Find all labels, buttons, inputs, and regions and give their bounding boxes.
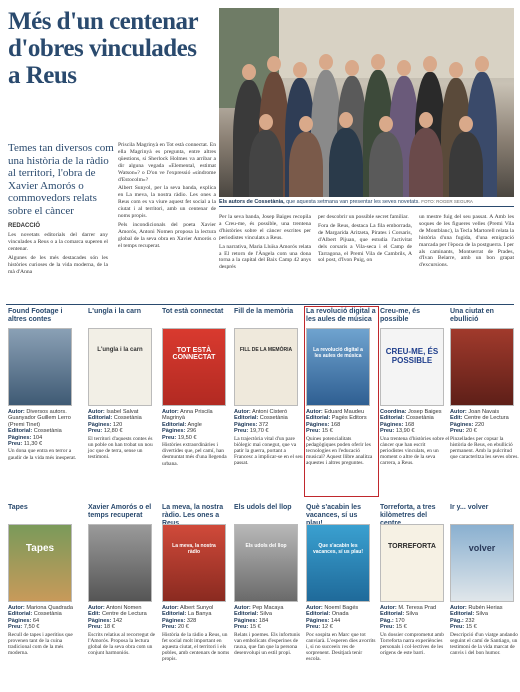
photo-person	[289, 132, 323, 197]
article-column-3	[219, 214, 311, 273]
book-info	[380, 605, 450, 631]
book-info-label: Editorial:	[8, 611, 33, 618]
book-info-label: Pàg.:	[450, 617, 464, 624]
book-card	[306, 504, 376, 663]
book-description: Relats i poemes. Els infortunis van embolicats d'esperines de rauxa, que fan que la persona desenvolupi un estil propi.	[234, 631, 301, 657]
book-cover	[162, 328, 226, 406]
book-info-label: Edit:	[450, 415, 463, 422]
book-info-label: Pàg.:	[380, 617, 394, 624]
book-info-value: Antoni Nomen	[104, 605, 142, 611]
book-info-value: Angle	[186, 421, 202, 428]
book-cover	[8, 524, 72, 602]
book-info-value: 15 €	[248, 624, 261, 631]
book-cover-text: La meva, la nostra ràdio	[172, 543, 216, 555]
book-title: Fill de la memòria	[234, 308, 294, 315]
article-paragraph: Algunes de les més destacades són les històries curioses de la vida moderna, de la mà d'Anna	[8, 254, 108, 275]
article-column-2	[118, 142, 216, 252]
book-description: Una trentena d'històries sobre el càncer que han escrit periodistes vinculats, en un moment o altre de la seva carrera, a Reus.	[380, 435, 450, 467]
book-info-label: Editorial:	[380, 611, 405, 618]
book-info-label: Pàgines:	[8, 434, 32, 441]
book-card	[450, 504, 520, 656]
book-info-value: Josep Baiges	[406, 409, 442, 415]
book-description: La trajectòria vital d'un pare biòlegic mai conegut, que va patir la guerra, portant a Francesc a implicar-se en el seu passat.	[234, 435, 303, 467]
book-cover	[88, 524, 152, 602]
book-info-label: Preu:	[88, 428, 103, 435]
book-info-value: 168	[329, 421, 341, 428]
photo-person	[449, 132, 483, 197]
book-cover	[234, 328, 298, 406]
book-info-label: Autor:	[162, 409, 179, 415]
book-info-label: Preu:	[450, 428, 465, 435]
book-description: Un dossier comprometut amb Torreforta narra experiències personals i col·lectives de les orígens de este barri.	[380, 631, 444, 657]
book-info	[8, 605, 78, 631]
book-description: Recull de tapes i aperitius que provenen tant de la cuina tradicional com de la més moderna.	[8, 631, 73, 657]
newspaper-page	[6, 4, 519, 688]
article-paragraph: La narrativa, Maria Lluïsa Amorós relata a El retorn de l'Àngela com una dona torna a la capital del Baix Camp 42 anys després	[219, 243, 311, 271]
photo-caption	[219, 199, 514, 207]
book-cover	[162, 524, 226, 602]
book-description: Poc sospita en Marc que tot canviarà. L'esperen dies avorrits i, si no succeeix res de sorprenent. Desitjarà tenir escola.	[306, 631, 376, 663]
book-cover	[8, 328, 72, 406]
photo-person-head	[449, 62, 463, 78]
book-info-value: 19,50 €	[176, 434, 197, 441]
book-info-label: Editorial:	[8, 428, 33, 435]
book-info-line	[380, 428, 450, 434]
photo-person-head	[345, 60, 359, 76]
book-info-value: 220	[473, 421, 485, 428]
book-info-line	[8, 624, 78, 630]
book-cover-text: volver	[468, 543, 496, 553]
group-photo	[219, 8, 514, 197]
book-info-label: Pàgines:	[234, 421, 258, 428]
book-card	[8, 308, 78, 461]
book-card	[8, 504, 78, 656]
book-info-line	[234, 428, 304, 434]
book-title: La revolució digital a les aules de música	[306, 308, 376, 323]
book-info-line	[306, 624, 376, 630]
book-info-value: Onada	[330, 611, 349, 618]
book-title: La meva, la nostra ràdio. Les ones a	[162, 504, 224, 519]
photo-person-head	[397, 60, 411, 76]
book-info-value: Silva	[404, 611, 418, 618]
book-info-value: Noemí Bagés	[322, 605, 359, 611]
book-info-label: Editorial:	[380, 415, 405, 422]
photo-person	[249, 130, 283, 197]
book-info-label: Pàgines:	[450, 421, 474, 428]
book-description: Descripció d'un viatge andando seguint el camí de Santiago, un testimoni de la vida marcat de canvis i del bon humor.	[450, 631, 518, 657]
article-paragraph: Albert Sunyol, per la seva banda, explica en La meva, la nostra ràdio. Les ones a Reus com es va viure aquest fet social a la ciutat i al territori, amb un centenar de noms propis.	[118, 185, 216, 220]
photo-person-head	[267, 56, 281, 72]
book-info-value: 142	[111, 617, 123, 624]
book-info	[450, 409, 520, 435]
photo-caption-text: que aquesta setmana van presentar les seves novetats.	[286, 199, 420, 205]
book-info-label: Autor:	[8, 605, 25, 611]
book-info-value: 120	[111, 421, 123, 428]
article-paragraph: Per la seva banda, Josep Baiges recopila a Creu-me, és possible, una trentena d'històries sobre el càncer escrites per periodistes vinculats a Reus.	[219, 214, 311, 241]
article-paragraph: un mestre fuig del seu passat. A Amb les soques de les figueres velles (Premi Vila de Montblanc), la Tecla Martorell relata la història d'una fugida, d'una emigració marcada per l'època de la postguerra. I per als caminants, Montserrat de Prades, d'Ivan Belarre, amb un bon grapat d'excursions.	[419, 214, 514, 269]
book-cover	[234, 524, 298, 602]
book-info-value: Centre de Lectura	[100, 611, 147, 618]
book-info-value: Silva	[258, 611, 272, 618]
book-description: El territori d'aquests contes és un poble on han trobat un nou joc que de terra, sense un testimoni.	[88, 435, 153, 461]
book-info-line	[88, 624, 158, 630]
book-info-value: Anna Priscila Magrinyà	[162, 409, 213, 422]
photo-person-head	[423, 56, 437, 72]
book-info-label: Preu:	[380, 624, 395, 631]
book-info-line	[450, 624, 520, 630]
book-info-label: Preu:	[162, 434, 177, 441]
book-info-label: Preu:	[450, 624, 465, 631]
photo-person-head	[293, 62, 307, 78]
book-info-label: Preu:	[162, 624, 177, 631]
photo-person	[409, 128, 443, 197]
book-description: Quines potencialitats pedagògiques poden oferir les tecnologies en l'educació musical? Aquest llibre analitza aquestes i altres preguntes.	[306, 435, 373, 467]
book-info-label: Autor:	[306, 409, 323, 415]
article-column-4	[318, 214, 412, 266]
book-info-label: Autor:	[234, 605, 251, 611]
book-title: Què s'acabin les vacances, sí us	[306, 504, 361, 519]
book-info-line	[162, 409, 232, 422]
book-description: Un dona que entra en terror a gaudir de la vida més inesperat.	[8, 448, 77, 461]
book-info-value: Silva	[474, 611, 488, 618]
book-cover-text: L'ungla i la carn	[97, 347, 143, 353]
book-info	[306, 605, 376, 631]
book-info-label: Preu:	[306, 428, 321, 435]
book-title: Els udols del llop	[234, 504, 292, 511]
book-info-label: Preu:	[380, 428, 395, 435]
article-paragraph: Pels incondicionals del poeta Xavier Amorós, Antoni Nomen proposa la lectura global de la seva obra en Xavier Amorós o el temps recuperat.	[118, 221, 216, 249]
book-info-label: Pàgines:	[88, 421, 112, 428]
book-title: Creu-me, és possible	[380, 308, 421, 323]
book-info	[162, 605, 232, 631]
book-title: Torreforta, a tres kilòmetres del	[380, 504, 436, 519]
book-description: Històries extraordinàries i divertides que, pel camí, han desmuntat més d'una llegenda urbana.	[162, 442, 227, 467]
book-info-label: Autor:	[8, 409, 25, 415]
highlighted-book-frame	[304, 306, 379, 497]
book-info-value: 20 €	[176, 624, 189, 631]
book-cover	[450, 524, 514, 602]
book-cover	[380, 524, 444, 602]
book-title: Tapes	[8, 504, 28, 511]
book-info-value: Albert Sunyol	[178, 605, 214, 611]
photo-person-head	[319, 54, 333, 70]
book-info-label: Preu:	[234, 428, 249, 435]
book-card	[162, 504, 232, 663]
book-info-value: 15 €	[320, 428, 333, 435]
photo-person	[329, 128, 363, 197]
book-info-value: 12 €	[320, 624, 333, 631]
book-info-value: Pep Macaya	[250, 605, 284, 611]
book-info-label: Autor:	[450, 605, 467, 611]
book-info-label: Pàgines:	[88, 617, 112, 624]
article-paragraph: per descobrir un possible secret familiar.	[318, 214, 409, 220]
photo-person-head	[475, 56, 489, 72]
book-info	[8, 409, 78, 447]
book-cover	[88, 328, 152, 406]
book-info-value: 11,30 €	[22, 441, 43, 448]
book-card	[234, 504, 304, 656]
book-info-label: Pàgines:	[8, 617, 32, 624]
book-info-label: Editorial:	[162, 611, 187, 618]
book-info-label: Editorial:	[234, 611, 259, 618]
book-info-value: Pagès Editors	[330, 415, 367, 422]
book-info-value: M. Teresa Prad	[396, 605, 437, 611]
book-cover-text: Que s'acabin les vacances, sí us plau!	[312, 543, 364, 555]
book-info-value: 232	[463, 617, 475, 624]
book-info-value: 15 €	[464, 624, 477, 631]
book-info-line	[380, 624, 450, 630]
book-info-value: 64	[31, 617, 40, 624]
book-card	[88, 504, 158, 656]
photo-person-head	[299, 116, 313, 132]
photo-person-head	[339, 112, 353, 128]
book-info-label: Autor:	[234, 409, 251, 415]
book-info-label: Pàgines:	[234, 617, 258, 624]
book-info-value: Centre de Lectura	[462, 415, 509, 422]
book-info-label: Autor:	[306, 605, 323, 611]
book-title: L'ungla i la carn	[88, 308, 142, 315]
book-info-label: Pàgines:	[306, 617, 330, 624]
book-info	[88, 605, 158, 631]
book-info-line	[8, 409, 78, 428]
book-cover	[450, 328, 514, 406]
book-cover	[306, 524, 370, 602]
book-info-value: 372	[257, 421, 269, 428]
book-card	[380, 504, 450, 656]
book-description: Història de la ràdio a Reus, un fet social molt important en aquesta ciutat, el territori i els pobles, amb centenars de noms propis.	[162, 631, 230, 663]
book-info-line	[162, 624, 232, 630]
book-info-label: Autor:	[88, 605, 105, 611]
book-cover-text: Els udols del llop	[245, 543, 287, 549]
book-info-value: 296	[185, 428, 197, 435]
book-info-value: 7,50 €	[22, 624, 40, 631]
book-info-value: 20 €	[464, 428, 477, 435]
book-info-value: Mariona Quadrada	[24, 605, 73, 611]
book-info-label: Pàgines:	[162, 428, 186, 435]
photo-credit: FOTO: ROGER SEGURA	[421, 199, 473, 204]
book-info	[450, 605, 520, 631]
byline: REDACCIÓ	[8, 223, 41, 229]
photo-caption-strong: Els autors de Cossetània,	[219, 199, 285, 205]
headline: Més d'un centenar d'obres vinculades a Reus	[8, 8, 198, 89]
article-paragraph: Priscila Magrinyà en Tot està connectat. En ella Magrinyà es pregunta, entre altres qüestions, si Sherlock Holmes va arribar a dir alguna vegada «Elemental, estimat Watson»? o D'on ve l'expressió «síndrome d'Estocolm»?	[118, 142, 216, 183]
book-info	[88, 409, 158, 435]
book-info-label: Autor:	[380, 605, 397, 611]
book-info-label: Autor:	[162, 605, 179, 611]
book-info-line	[162, 435, 232, 441]
book-title: Xavier Amorós o el temps recuperat	[88, 504, 152, 519]
article-column-5	[419, 214, 514, 271]
book-title: Una ciutat en ebullició	[450, 308, 494, 323]
book-info-value: Cossetània	[404, 415, 434, 422]
book-info-label: Pàgines:	[162, 617, 186, 624]
book-card	[88, 308, 158, 460]
book-cover-text: TORREFORTA	[388, 543, 436, 550]
book-info-value: Eduard Maudeu	[322, 409, 365, 415]
book-info-label: Preu:	[8, 441, 23, 448]
book-info-value: Rubén Herias	[466, 605, 503, 611]
book-info-value: 144	[329, 617, 341, 624]
book-info-value: 18 €	[102, 624, 115, 631]
book-info-value: Diversos autors. Guanyador Guillem Lerro (Premi Tinet)	[8, 409, 71, 428]
article-column-1	[8, 232, 108, 277]
book-info-value: 184	[257, 617, 269, 624]
book-info-line	[88, 428, 158, 434]
book-info-label: Editorial:	[162, 421, 187, 428]
book-info-value: Cossetània	[32, 611, 62, 618]
book-info-label: Preu:	[8, 624, 23, 631]
photo-person-head	[242, 64, 256, 80]
photo-person	[369, 132, 403, 197]
book-info	[162, 409, 232, 441]
book-cover-text: Tapes	[25, 543, 55, 554]
book-info-value: Joan Navais	[466, 409, 500, 415]
book-info-label: Autor:	[450, 409, 467, 415]
book-info-label: Editorial:	[450, 611, 475, 618]
book-card	[380, 308, 450, 467]
book-info	[234, 409, 304, 435]
book-info-value: 19,70 €	[248, 428, 269, 435]
photo-person-head	[259, 114, 273, 130]
book-info-value: Cossetània	[112, 415, 142, 422]
book-info-value: 12,80 €	[102, 428, 123, 435]
photo-person-head	[379, 116, 393, 132]
article-paragraph: Fora de Reus, destaca La fila emborrada, de Margarida Aritzeta, Pirates i Corsaris, d'Albert Pijuan, que estudia l'activitat dels corsaris a Vila-seca i el Camp de Tarragona, el Premi Vila de Cambrils, A sol post, d'Ivon Puig, on	[318, 222, 412, 264]
book-info-label: Editorial:	[88, 415, 113, 422]
book-title: Found Footage i altres contes	[8, 308, 63, 323]
book-info	[380, 409, 450, 435]
book-cover-text: CREU-ME, ÉS POSSIBLE	[385, 347, 439, 365]
book-card	[450, 308, 520, 460]
book-description: Pinzellades per copsar la història de Reus, en ebullició permanent. Amb la pulcritud que caracteritza les seves obres.	[450, 435, 519, 461]
book-info-value: 13,90 €	[394, 428, 415, 435]
book-info-label: Edit:	[88, 611, 101, 618]
book-info-label: Pàgines:	[306, 421, 330, 428]
book-info-label: Editorial:	[234, 415, 259, 422]
book-info-label: Autor:	[88, 409, 105, 415]
book-info-line	[8, 441, 78, 447]
book-info-value: Cossetània	[32, 428, 62, 435]
photo-person-head	[371, 54, 385, 70]
book-info-line	[450, 428, 520, 434]
book-info-label: Editorial:	[306, 415, 331, 422]
book-info-value: 170	[393, 617, 405, 624]
section-divider	[6, 304, 514, 305]
book-description: Escrits relatius al recorregut de l'Amorós. Proposa la lectura global de la seva obra com un conjunt harmoniós.	[88, 631, 156, 657]
book-info	[234, 605, 304, 631]
book-info-value: La Banya	[186, 611, 212, 618]
article-paragraph: Les novetats editorials del darrer any vinculades a Reus o a la comarca superen el centenar.	[8, 232, 108, 252]
book-info-value: 328	[185, 617, 197, 624]
book-cover	[380, 328, 444, 406]
book-info-value: 15 €	[394, 624, 407, 631]
book-info-label: Preu:	[88, 624, 103, 631]
book-info-line	[234, 624, 304, 630]
book-card	[162, 308, 232, 467]
book-info-label: Editorial:	[306, 611, 331, 618]
book-info-value: Isabel Salvat	[104, 409, 139, 415]
book-info-value: 104	[31, 434, 43, 441]
photo-person-head	[419, 112, 433, 128]
book-title: Ir y... volver	[450, 504, 489, 511]
book-card	[234, 308, 304, 467]
book-info-label: Preu:	[306, 624, 321, 631]
book-cover-text: La revolució digital a les aules de música	[313, 347, 363, 359]
book-info-label: Pàgines:	[380, 421, 404, 428]
book-info-label: Coordina:	[380, 409, 407, 415]
deck-subtitle: Temes tan diversos com una història de la ràdio al territori, l'obra de Xavier Amorós o commovedors relats sobre el càncer	[8, 142, 114, 217]
book-info-value: Cossetània	[258, 415, 288, 422]
book-info-label: Preu:	[234, 624, 249, 631]
book-cover-text: TOT ESTÀ CONNECTAT	[172, 347, 216, 361]
book-title: Tot està connectat	[162, 308, 224, 315]
book-cover-text: FILL DE LA MEMÒRIA	[239, 347, 293, 353]
book-info-value: 168	[403, 421, 415, 428]
book-info-value: Antoni Cisteró	[250, 409, 288, 415]
photo-person-head	[459, 116, 473, 132]
